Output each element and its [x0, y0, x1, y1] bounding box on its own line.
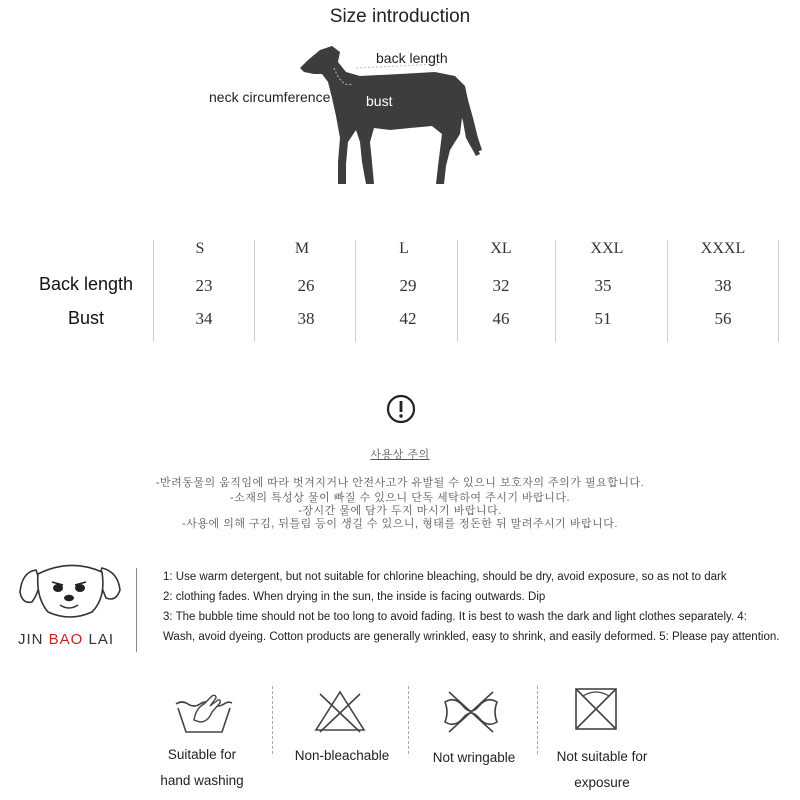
brand-name	[18, 631, 114, 648]
neck-circumference-label: neck circumference	[209, 89, 331, 105]
table-divider	[667, 240, 668, 342]
size-header: XXXL	[700, 240, 746, 257]
no-sun-dry-icon	[573, 684, 619, 734]
care-divider	[408, 686, 409, 754]
instruction-line: Wash, avoid dyeing. Cotton products are generally wrinkled, easy to shrink, and easily deformed. 5: Please pay attention.	[163, 631, 780, 643]
no-bleach-icon	[312, 688, 368, 734]
notice-line: -사용에 의해 구김, 뒤틀림 등이 생길 수 있으니, 형태를 정돈한 뒤 말려주시기 바랍니다.	[182, 518, 618, 530]
care-label-line: Not wringable	[432, 750, 516, 765]
table-cell: 26	[297, 276, 315, 295]
instruction-line: 3: The bubble time should not be too long to avoid fading. It is best to wash the dark and light clothes separately. 4:	[163, 611, 747, 623]
care-divider	[272, 686, 273, 754]
size-header: XL	[490, 240, 512, 257]
brand-part-lai: LAI	[88, 631, 115, 648]
size-header: XXL	[590, 240, 624, 257]
table-divider	[555, 240, 556, 342]
table-divider	[457, 240, 458, 342]
care-label-line: Suitable for	[167, 747, 237, 762]
brand-divider	[136, 568, 137, 652]
size-header: M	[294, 240, 310, 257]
table-cell: 51	[594, 309, 612, 328]
table-cell: 23	[195, 276, 213, 295]
table-divider	[153, 240, 154, 342]
table-cell: 34	[195, 309, 213, 328]
brand-part-bao: BAO	[48, 631, 84, 648]
notice-line: -장시간 물에 담가 두지 마시기 바랍니다.	[298, 505, 502, 517]
brand-part-jin: JIN	[18, 631, 44, 648]
size-header: S	[195, 240, 205, 257]
notice-line: -반려동물의 움직임에 따라 벗겨지거나 안전사고가 유발될 수 있으니 보호자의 주의가 필요합니다.	[155, 477, 645, 489]
care-label-line: hand washing	[160, 773, 244, 788]
care-label-line: exposure	[574, 775, 630, 790]
table-cell: 46	[492, 309, 510, 328]
care-label-hand-wash	[142, 742, 262, 794]
care-label-line: Non-bleachable	[294, 748, 390, 763]
table-cell: 42	[399, 309, 417, 328]
table-cell: 38	[714, 276, 732, 295]
bust-label: bust	[366, 93, 393, 109]
row-label-bust: Bust	[68, 308, 105, 328]
care-label-line: Not suitable for	[556, 749, 648, 764]
care-label-no-wring	[414, 745, 534, 771]
table-cell: 38	[297, 309, 315, 328]
dog-logo-icon	[16, 558, 124, 620]
row-label-back-length: Back length	[39, 274, 134, 294]
table-divider	[355, 240, 356, 342]
care-label-no-exposure	[540, 744, 664, 796]
care-label-non-bleach	[282, 743, 402, 769]
notice-heading: 사용상 주의	[370, 449, 430, 461]
table-cell: 32	[492, 276, 510, 295]
table-cell: 56	[714, 309, 732, 328]
table-divider	[778, 240, 779, 342]
instruction-line: 2: clothing fades. When drying in the sun, the inside is facing outwards. Dip	[163, 591, 546, 603]
no-wring-icon	[441, 688, 501, 736]
care-divider	[537, 686, 538, 754]
exclamation-circle-icon	[386, 394, 416, 424]
table-divider	[254, 240, 255, 342]
size-header: L	[399, 240, 409, 257]
instruction-line: 1: Use warm detergent, but not suitable for chlorine bleaching, should be dry, avoid exposure, so as not to dark	[163, 571, 727, 583]
page-title: Size introduction	[329, 6, 471, 27]
table-cell: 35	[594, 276, 612, 295]
back-length-label: back length	[376, 50, 448, 66]
hand-wash-icon	[172, 686, 236, 736]
notice-line: -소재의 특성상 물이 빠질 수 있으니 단독 세탁하여 주시기 바랍니다.	[229, 492, 571, 504]
table-cell: 29	[399, 276, 417, 295]
